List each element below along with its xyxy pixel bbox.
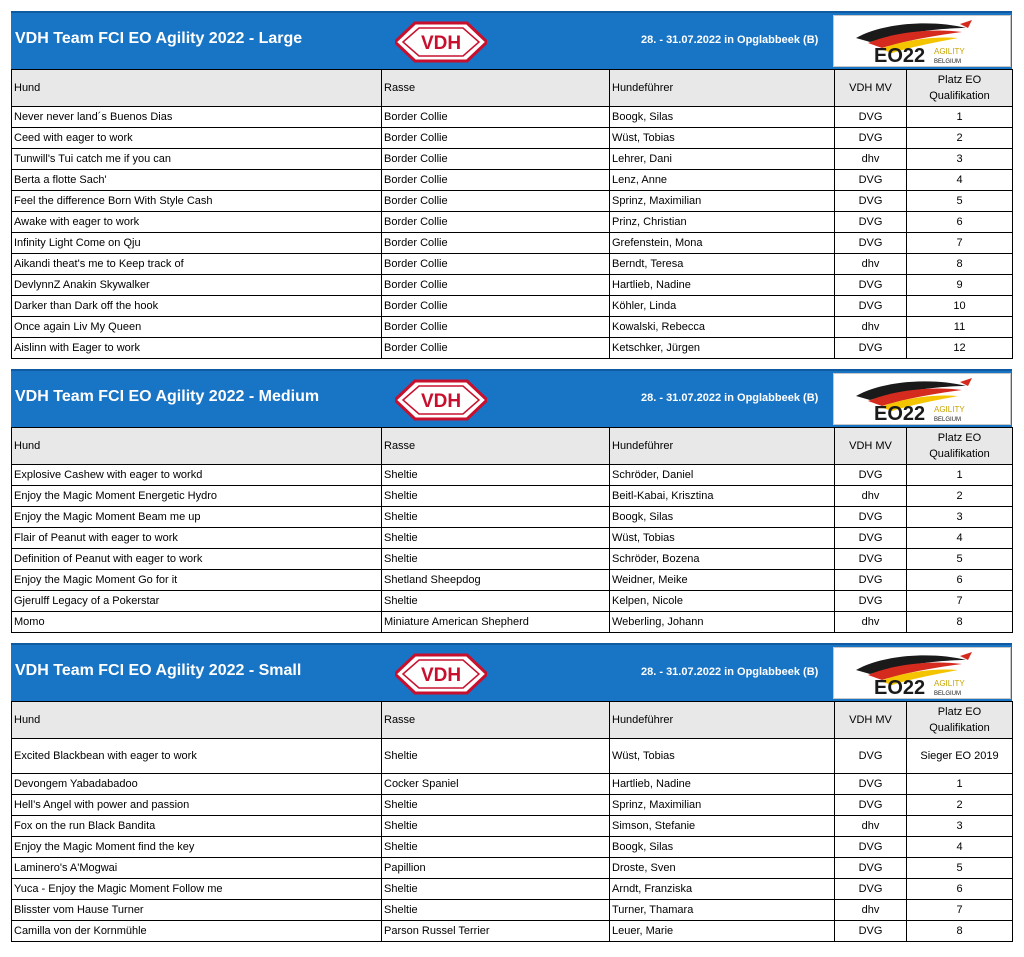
cell-rasse: Border Collie — [382, 254, 610, 275]
cell-vdh-mv: dhv — [835, 900, 907, 921]
cell-hund: Darker than Dark off the hook — [12, 296, 382, 317]
cell-platz: 11 — [907, 317, 1013, 338]
cell-hundefuehrer: Kelpen, Nicole — [610, 591, 835, 612]
cell-rasse: Sheltie — [382, 837, 610, 858]
cell-rasse: Miniature American Shepherd — [382, 612, 610, 633]
header-hund: Hund — [12, 70, 382, 107]
cell-rasse: Border Collie — [382, 317, 610, 338]
cell-rasse: Sheltie — [382, 549, 610, 570]
table-row — [12, 275, 1013, 296]
eo-logo-main-text: EO22 — [874, 403, 926, 424]
cell-rasse: Papillion — [382, 858, 610, 879]
header-rasse: Rasse — [382, 428, 610, 465]
table-row — [12, 338, 1013, 359]
cell-hundefuehrer: Weberling, Johann — [610, 612, 835, 633]
cell-hundefuehrer: Hartlieb, Nadine — [610, 275, 835, 296]
cell-platz: 2 — [907, 128, 1013, 149]
table-row — [12, 486, 1013, 507]
cell-platz: 7 — [907, 591, 1013, 612]
header-hund: Hund — [12, 702, 382, 739]
table-row — [12, 254, 1013, 275]
cell-hund: Tunwill's Tui catch me if you can — [12, 149, 382, 170]
cell-rasse: Sheltie — [382, 816, 610, 837]
section-banner — [11, 643, 1012, 701]
cell-platz: 8 — [907, 254, 1013, 275]
cell-vdh-mv: dhv — [835, 149, 907, 170]
cell-hund: Blisster vom Hause Turner — [12, 900, 382, 921]
eo-agility-logo — [833, 373, 1011, 425]
section-banner — [11, 11, 1012, 69]
cell-hundefuehrer: Prinz, Christian — [610, 212, 835, 233]
cell-hundefuehrer: Kowalski, Rebecca — [610, 317, 835, 338]
header-rasse: Rasse — [382, 702, 610, 739]
cell-vdh-mv: DVG — [835, 795, 907, 816]
table-row — [12, 191, 1013, 212]
table-row — [12, 921, 1013, 942]
cell-hundefuehrer: Boogk, Silas — [610, 107, 835, 128]
cell-rasse: Sheltie — [382, 879, 610, 900]
cell-hund: Laminero's A'Mogwai — [12, 858, 382, 879]
cell-hundefuehrer: Wüst, Tobias — [610, 739, 835, 774]
table-row — [12, 296, 1013, 317]
table-row — [12, 149, 1013, 170]
cell-rasse: Cocker Spaniel — [382, 774, 610, 795]
cell-hund: Flair of Peanut with eager to work — [12, 528, 382, 549]
eo-dog-logo-icon — [834, 16, 1010, 66]
cell-platz: 4 — [907, 170, 1013, 191]
cell-rasse: Sheltie — [382, 486, 610, 507]
cell-hund: Fox on the run Black Bandita — [12, 816, 382, 837]
vdh-logo-icon — [395, 653, 487, 695]
cell-rasse: Border Collie — [382, 338, 610, 359]
cell-platz: 7 — [907, 233, 1013, 254]
eo-agility-logo — [833, 647, 1011, 699]
vdh-logo-text: VDH — [420, 33, 462, 54]
cell-rasse: Sheltie — [382, 795, 610, 816]
cell-hundefuehrer: Wüst, Tobias — [610, 528, 835, 549]
vdh-logo-text: VDH — [420, 665, 462, 686]
cell-rasse: Border Collie — [382, 296, 610, 317]
cell-hund: Never never land´s Buenos Dias — [12, 107, 382, 128]
cell-hund: Enjoy the Magic Moment Go for it — [12, 570, 382, 591]
cell-vdh-mv: DVG — [835, 212, 907, 233]
cell-hund: Awake with eager to work — [12, 212, 382, 233]
team-table — [11, 427, 1013, 633]
cell-rasse: Border Collie — [382, 212, 610, 233]
cell-hundefuehrer: Arndt, Franziska — [610, 879, 835, 900]
cell-rasse: Sheltie — [382, 465, 610, 486]
cell-vdh-mv: DVG — [835, 465, 907, 486]
cell-hund: Aislinn with Eager to work — [12, 338, 382, 359]
cell-hundefuehrer: Lehrer, Dani — [610, 149, 835, 170]
cell-hundefuehrer: Schröder, Daniel — [610, 465, 835, 486]
eo-dog-logo-icon — [834, 648, 1010, 698]
cell-vdh-mv: DVG — [835, 107, 907, 128]
cell-vdh-mv: DVG — [835, 858, 907, 879]
cell-rasse: Sheltie — [382, 507, 610, 528]
cell-hund: Hell’s Angel with power and passion — [12, 795, 382, 816]
cell-hundefuehrer: Hartlieb, Nadine — [610, 774, 835, 795]
team-table — [11, 701, 1013, 942]
cell-hundefuehrer: Köhler, Linda — [610, 296, 835, 317]
cell-hundefuehrer: Boogk, Silas — [610, 837, 835, 858]
cell-hund: Camilla von der Kornmühle — [12, 921, 382, 942]
table-row — [12, 465, 1013, 486]
cell-platz: 7 — [907, 900, 1013, 921]
cell-platz: 8 — [907, 612, 1013, 633]
cell-platz: 5 — [907, 858, 1013, 879]
cell-rasse: Border Collie — [382, 275, 610, 296]
cell-platz: 2 — [907, 486, 1013, 507]
cell-vdh-mv: dhv — [835, 486, 907, 507]
cell-rasse: Border Collie — [382, 170, 610, 191]
section-title: VDH Team FCI EO Agility 2022 - Medium — [15, 388, 320, 405]
cell-vdh-mv: DVG — [835, 338, 907, 359]
table-row — [12, 317, 1013, 338]
cell-platz: 9 — [907, 275, 1013, 296]
header-hundefuehrer: Hundeführer — [610, 702, 835, 739]
cell-vdh-mv: dhv — [835, 612, 907, 633]
cell-hundefuehrer: Boogk, Silas — [610, 507, 835, 528]
cell-platz: 1 — [907, 107, 1013, 128]
eo-logo-country-text: BELGIUM — [934, 691, 962, 697]
table-row — [12, 879, 1013, 900]
cell-platz: 4 — [907, 837, 1013, 858]
eo-logo-country-text: BELGIUM — [934, 59, 962, 65]
table-row — [12, 816, 1013, 837]
table-row — [12, 900, 1013, 921]
cell-vdh-mv: DVG — [835, 879, 907, 900]
cell-vdh-mv: DVG — [835, 921, 907, 942]
cell-vdh-mv: DVG — [835, 128, 907, 149]
cell-vdh-mv: dhv — [835, 254, 907, 275]
eo-agility-logo — [833, 15, 1011, 67]
cell-platz: 2 — [907, 795, 1013, 816]
cell-rasse: Sheltie — [382, 739, 610, 774]
header-vdh-mv: VDH MV — [835, 70, 907, 107]
cell-platz: 10 — [907, 296, 1013, 317]
table-row — [12, 212, 1013, 233]
cell-hundefuehrer: Lenz, Anne — [610, 170, 835, 191]
cell-hund: Aikandi theat's me to Keep track of — [12, 254, 382, 275]
cell-vdh-mv: DVG — [835, 570, 907, 591]
cell-hund: Enjoy the Magic Moment find the key — [12, 837, 382, 858]
vdh-logo-icon — [395, 379, 487, 421]
cell-platz: 5 — [907, 549, 1013, 570]
cell-rasse: Sheltie — [382, 591, 610, 612]
cell-hund: Enjoy the Magic Moment Energetic Hydro — [12, 486, 382, 507]
section-title: VDH Team FCI EO Agility 2022 - Small — [15, 662, 302, 679]
cell-hundefuehrer: Beitl-Kabai, Krisztina — [610, 486, 835, 507]
cell-rasse: Parson Russel Terrier — [382, 921, 610, 942]
cell-vdh-mv: DVG — [835, 528, 907, 549]
cell-hund: Infinity Light Come on Qju — [12, 233, 382, 254]
cell-hundefuehrer: Droste, Sven — [610, 858, 835, 879]
cell-platz: 1 — [907, 774, 1013, 795]
team-section — [11, 643, 1012, 942]
cell-rasse: Border Collie — [382, 149, 610, 170]
cell-platz: 3 — [907, 507, 1013, 528]
cell-rasse: Shetland Sheepdog — [382, 570, 610, 591]
vdh-logo-icon — [395, 21, 487, 63]
cell-vdh-mv: dhv — [835, 816, 907, 837]
eo-logo-country-text: BELGIUM — [934, 417, 962, 423]
cell-platz: 8 — [907, 921, 1013, 942]
team-section — [11, 369, 1012, 633]
event-dates: 28. - 31.07.2022 in Opglabbeek (B) — [641, 392, 819, 404]
table-row — [12, 107, 1013, 128]
event-dates: 28. - 31.07.2022 in Opglabbeek (B) — [641, 34, 819, 46]
cell-hund: Once again Liv My Queen — [12, 317, 382, 338]
cell-rasse: Sheltie — [382, 900, 610, 921]
cell-vdh-mv: DVG — [835, 591, 907, 612]
header-platz: Platz EO Qualifikation — [907, 428, 1013, 465]
header-vdh-mv: VDH MV — [835, 428, 907, 465]
cell-hundefuehrer: Simson, Stefanie — [610, 816, 835, 837]
cell-hund: Devongem Yabadabadoo — [12, 774, 382, 795]
cell-vdh-mv: DVG — [835, 837, 907, 858]
cell-hund: Gjerulff Legacy of a Pokerstar — [12, 591, 382, 612]
cell-vdh-mv: DVG — [835, 233, 907, 254]
table-header-row — [12, 70, 1013, 107]
cell-hundefuehrer: Turner, Thamara — [610, 900, 835, 921]
cell-hund: Yuca - Enjoy the Magic Moment Follow me — [12, 879, 382, 900]
cell-rasse: Sheltie — [382, 528, 610, 549]
header-platz: Platz EO Qualifikation — [907, 70, 1013, 107]
table-row — [12, 739, 1013, 774]
cell-vdh-mv: DVG — [835, 739, 907, 774]
cell-rasse: Border Collie — [382, 128, 610, 149]
header-hundefuehrer: Hundeführer — [610, 70, 835, 107]
cell-rasse: Border Collie — [382, 233, 610, 254]
header-vdh-mv: VDH MV — [835, 702, 907, 739]
table-row — [12, 549, 1013, 570]
cell-platz: 6 — [907, 570, 1013, 591]
cell-platz: 3 — [907, 816, 1013, 837]
cell-platz: 6 — [907, 212, 1013, 233]
cell-vdh-mv: DVG — [835, 296, 907, 317]
event-dates: 28. - 31.07.2022 in Opglabbeek (B) — [641, 666, 819, 678]
cell-hund: Momo — [12, 612, 382, 633]
cell-vdh-mv: dhv — [835, 317, 907, 338]
cell-hundefuehrer: Schröder, Bozena — [610, 549, 835, 570]
table-row — [12, 591, 1013, 612]
header-hundefuehrer: Hundeführer — [610, 428, 835, 465]
header-platz: Platz EO Qualifikation — [907, 702, 1013, 739]
table-row — [12, 233, 1013, 254]
team-table — [11, 69, 1013, 359]
section-banner — [11, 369, 1012, 427]
header-rasse: Rasse — [382, 70, 610, 107]
eo-logo-sub-text: AGILITY — [934, 405, 965, 414]
eo-dog-logo-icon — [834, 374, 1010, 424]
cell-hund: Feel the difference Born With Style Cash — [12, 191, 382, 212]
cell-hundefuehrer: Leuer, Marie — [610, 921, 835, 942]
cell-platz: 4 — [907, 528, 1013, 549]
table-row — [12, 774, 1013, 795]
table-row — [12, 612, 1013, 633]
cell-hundefuehrer: Wüst, Tobias — [610, 128, 835, 149]
cell-platz: 5 — [907, 191, 1013, 212]
team-section — [11, 11, 1012, 359]
cell-platz: 3 — [907, 149, 1013, 170]
cell-hund: Ceed with eager to work — [12, 128, 382, 149]
cell-platz: Sieger EO 2019 — [907, 739, 1013, 774]
table-row — [12, 858, 1013, 879]
cell-hund: Enjoy the Magic Moment Beam me up — [12, 507, 382, 528]
cell-vdh-mv: DVG — [835, 549, 907, 570]
section-title: VDH Team FCI EO Agility 2022 - Large — [15, 30, 303, 47]
eo-logo-sub-text: AGILITY — [934, 679, 965, 688]
eo-logo-main-text: EO22 — [874, 45, 926, 66]
cell-hundefuehrer: Berndt, Teresa — [610, 254, 835, 275]
table-row — [12, 128, 1013, 149]
cell-hund: DevlynnZ Anakin Skywalker — [12, 275, 382, 296]
cell-platz: 1 — [907, 465, 1013, 486]
cell-hundefuehrer: Grefenstein, Mona — [610, 233, 835, 254]
eo-logo-sub-text: AGILITY — [934, 47, 965, 56]
table-row — [12, 570, 1013, 591]
table-row — [12, 507, 1013, 528]
cell-hund: Explosive Cashew with eager to workd — [12, 465, 382, 486]
cell-vdh-mv: DVG — [835, 170, 907, 191]
cell-platz: 6 — [907, 879, 1013, 900]
cell-hundefuehrer: Sprinz, Maximilian — [610, 191, 835, 212]
table-header-row — [12, 702, 1013, 739]
cell-vdh-mv: DVG — [835, 275, 907, 296]
cell-hund: Excited Blackbean with eager to work — [12, 739, 382, 774]
cell-platz: 12 — [907, 338, 1013, 359]
table-row — [12, 528, 1013, 549]
table-row — [12, 837, 1013, 858]
table-row — [12, 795, 1013, 816]
vdh-logo-text: VDH — [420, 391, 462, 412]
table-header-row — [12, 428, 1013, 465]
cell-vdh-mv: DVG — [835, 507, 907, 528]
cell-hundefuehrer: Weidner, Meike — [610, 570, 835, 591]
cell-vdh-mv: DVG — [835, 191, 907, 212]
eo-logo-main-text: EO22 — [874, 677, 926, 698]
table-row — [12, 170, 1013, 191]
cell-hundefuehrer: Sprinz, Maximilian — [610, 795, 835, 816]
cell-hund: Berta a flotte Sach' — [12, 170, 382, 191]
cell-hundefuehrer: Ketschker, Jürgen — [610, 338, 835, 359]
header-hund: Hund — [12, 428, 382, 465]
cell-vdh-mv: DVG — [835, 774, 907, 795]
cell-rasse: Border Collie — [382, 107, 610, 128]
cell-rasse: Border Collie — [382, 191, 610, 212]
cell-hund: Definition of Peanut with eager to work — [12, 549, 382, 570]
